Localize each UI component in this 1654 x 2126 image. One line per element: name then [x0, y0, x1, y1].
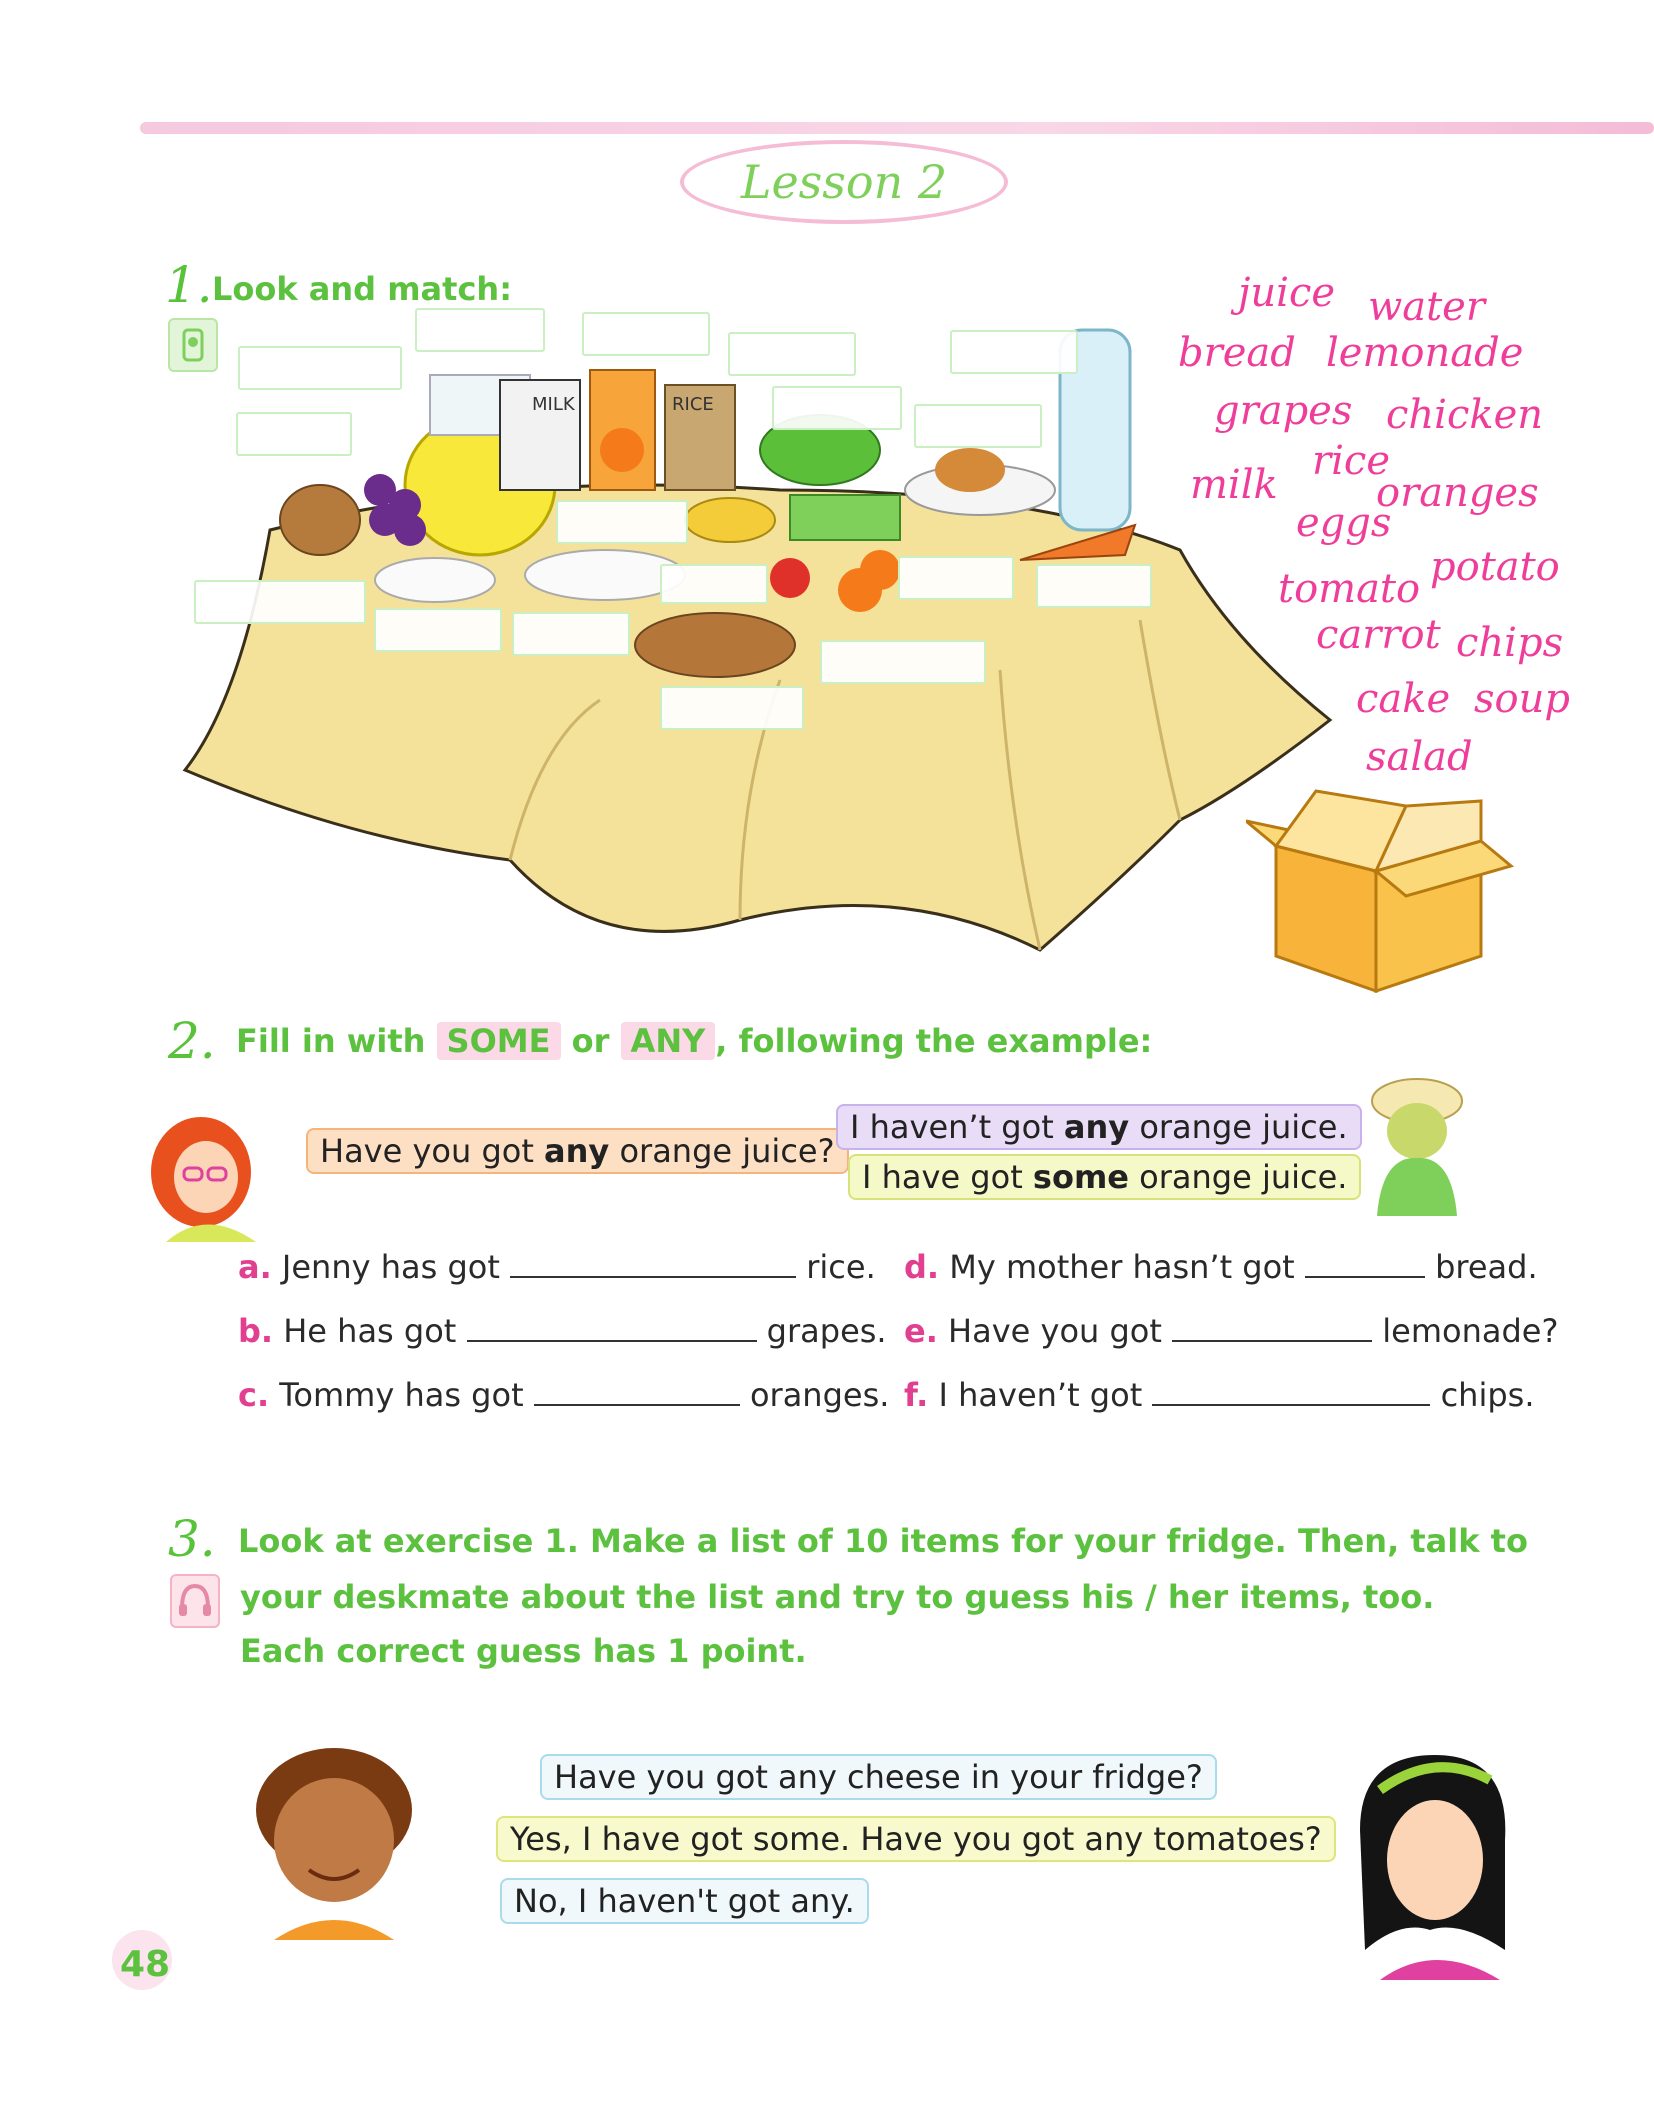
label-box-15[interactable]	[1036, 564, 1152, 608]
word-chips: chips	[1456, 620, 1564, 666]
exercise-1-instruction: Look and match:	[212, 270, 512, 308]
rice-bag-label: RICE	[672, 394, 714, 415]
exercise-1-number: 1.	[165, 256, 213, 314]
label-box-10[interactable]	[194, 580, 366, 624]
sentence-end: chips.	[1440, 1376, 1535, 1414]
word-potato: potato	[1430, 544, 1560, 590]
negative-keyword: any	[1063, 1108, 1130, 1146]
sentence-letter: c.	[238, 1376, 270, 1414]
sentence-end: oranges.	[749, 1376, 890, 1414]
label-box-12[interactable]	[512, 612, 630, 656]
example-negative-bubble	[836, 1104, 1362, 1150]
label-box-1[interactable]	[238, 346, 402, 390]
word-cake: cake	[1356, 676, 1451, 722]
sentence-c	[238, 1376, 889, 1414]
sentence-e	[904, 1312, 1558, 1350]
answer-blank[interactable]	[510, 1250, 796, 1278]
keyword-some: SOME	[437, 1022, 561, 1060]
instruction-or: or	[571, 1022, 610, 1060]
sentence-a	[238, 1248, 876, 1286]
word-juice: juice	[1238, 270, 1336, 316]
word-oranges: oranges	[1376, 470, 1539, 516]
label-box-17[interactable]	[660, 686, 804, 730]
question-text-end: orange juice?	[609, 1132, 835, 1170]
word-tomato: tomato	[1278, 566, 1421, 612]
girl-dark-hair-avatar	[1340, 1750, 1520, 1980]
word-grapes: grapes	[1214, 388, 1353, 434]
sentence-d	[904, 1248, 1538, 1286]
exercise-2-instruction	[236, 1022, 1152, 1060]
positive-keyword: some	[1032, 1158, 1129, 1196]
word-eggs: eggs	[1296, 500, 1392, 546]
headphones-icon	[170, 1574, 220, 1628]
sentence-b	[238, 1312, 887, 1350]
label-box-11[interactable]	[374, 608, 502, 652]
negative-text-end: orange juice.	[1129, 1108, 1348, 1146]
word-lemonade: lemonade	[1326, 330, 1524, 376]
sentence-text: My mother hasn’t got	[949, 1248, 1295, 1286]
word-carrot: carrot	[1316, 612, 1441, 658]
instruction-fill-in: Fill in with	[236, 1022, 426, 1060]
positive-text-end: orange juice.	[1128, 1158, 1348, 1196]
open-box-illustration	[1246, 786, 1516, 996]
exercise-2-number: 2.	[168, 1012, 216, 1070]
instruction-following: , following the example:	[715, 1022, 1153, 1060]
negative-text-start: I haven’t got	[850, 1108, 1064, 1146]
header-stripe	[140, 122, 1654, 134]
keyword-any: ANY	[621, 1022, 716, 1060]
sentence-end: rice.	[806, 1248, 876, 1286]
word-milk: milk	[1190, 462, 1278, 508]
word-soup: soup	[1474, 676, 1570, 722]
sentence-text: Jenny has got	[281, 1248, 500, 1286]
lesson-title: Lesson 2	[740, 155, 948, 209]
boy-hat-avatar	[1352, 1066, 1482, 1226]
exercise-3-line-3: Each correct guess has 1 point.	[240, 1632, 807, 1670]
label-box-7[interactable]	[772, 386, 902, 430]
label-box-8[interactable]	[914, 404, 1042, 448]
sentence-end: bread.	[1435, 1248, 1538, 1286]
label-box-9[interactable]	[556, 500, 688, 544]
exercise-3-line-1: Look at exercise 1. Make a list of 10 items for your fridge. Then, talk to	[238, 1522, 1528, 1560]
label-box-5[interactable]	[950, 330, 1078, 374]
word-rice: rice	[1312, 438, 1390, 484]
milk-carton-label: MILK	[532, 394, 575, 415]
answer-blank[interactable]	[534, 1378, 740, 1406]
sentence-text: Tommy has got	[279, 1376, 524, 1414]
dialogue-bubble-2: Yes, I have got some. Have you got any tomatoes?	[496, 1816, 1336, 1862]
sentence-text: He has got	[283, 1312, 457, 1350]
exercise-3-number: 3.	[168, 1510, 216, 1568]
dialogue-bubble-3: No, I haven't got any.	[500, 1878, 869, 1924]
word-bread: bread	[1178, 330, 1296, 376]
answer-blank[interactable]	[1152, 1378, 1430, 1406]
exercise-3-line-2: your deskmate about the list and try to guess his / her items, too.	[240, 1578, 1435, 1616]
answer-blank[interactable]	[1305, 1250, 1425, 1278]
question-keyword: any	[544, 1132, 610, 1170]
word-salad: salad	[1366, 734, 1473, 780]
sentence-text: Have you got	[948, 1312, 1162, 1350]
sentence-end: grapes.	[766, 1312, 887, 1350]
label-box-13[interactable]	[660, 564, 768, 604]
sentence-letter: a.	[238, 1248, 272, 1286]
dialogue-bubble-1: Have you got any cheese in your fridge?	[540, 1754, 1217, 1800]
sentence-letter: e.	[904, 1312, 938, 1350]
boy-curly-hair-avatar	[244, 1740, 424, 1940]
word-chicken: chicken	[1386, 392, 1544, 438]
label-box-14[interactable]	[898, 556, 1014, 600]
answer-blank[interactable]	[467, 1314, 757, 1342]
label-box-3[interactable]	[582, 312, 710, 356]
sentence-letter: d.	[904, 1248, 940, 1286]
sentence-text: I haven’t got	[938, 1376, 1143, 1414]
label-box-4[interactable]	[728, 332, 856, 376]
positive-text-start: I have got	[862, 1158, 1033, 1196]
label-box-6[interactable]	[236, 412, 352, 456]
page-number: 48	[120, 1944, 171, 1985]
label-box-2[interactable]	[415, 308, 545, 352]
sentence-f	[904, 1376, 1535, 1414]
sentence-letter: b.	[238, 1312, 274, 1350]
question-text-start: Have you got	[320, 1132, 545, 1170]
answer-blank[interactable]	[1172, 1314, 1372, 1342]
label-box-16[interactable]	[820, 640, 986, 684]
sentence-end: lemonade?	[1382, 1312, 1559, 1350]
word-water: water	[1368, 284, 1485, 330]
girl-red-hair-avatar	[146, 1112, 266, 1242]
example-question-bubble	[306, 1128, 849, 1174]
food-table-illustration	[180, 320, 1340, 970]
sentence-letter: f.	[904, 1376, 929, 1414]
example-positive-bubble	[848, 1154, 1361, 1200]
